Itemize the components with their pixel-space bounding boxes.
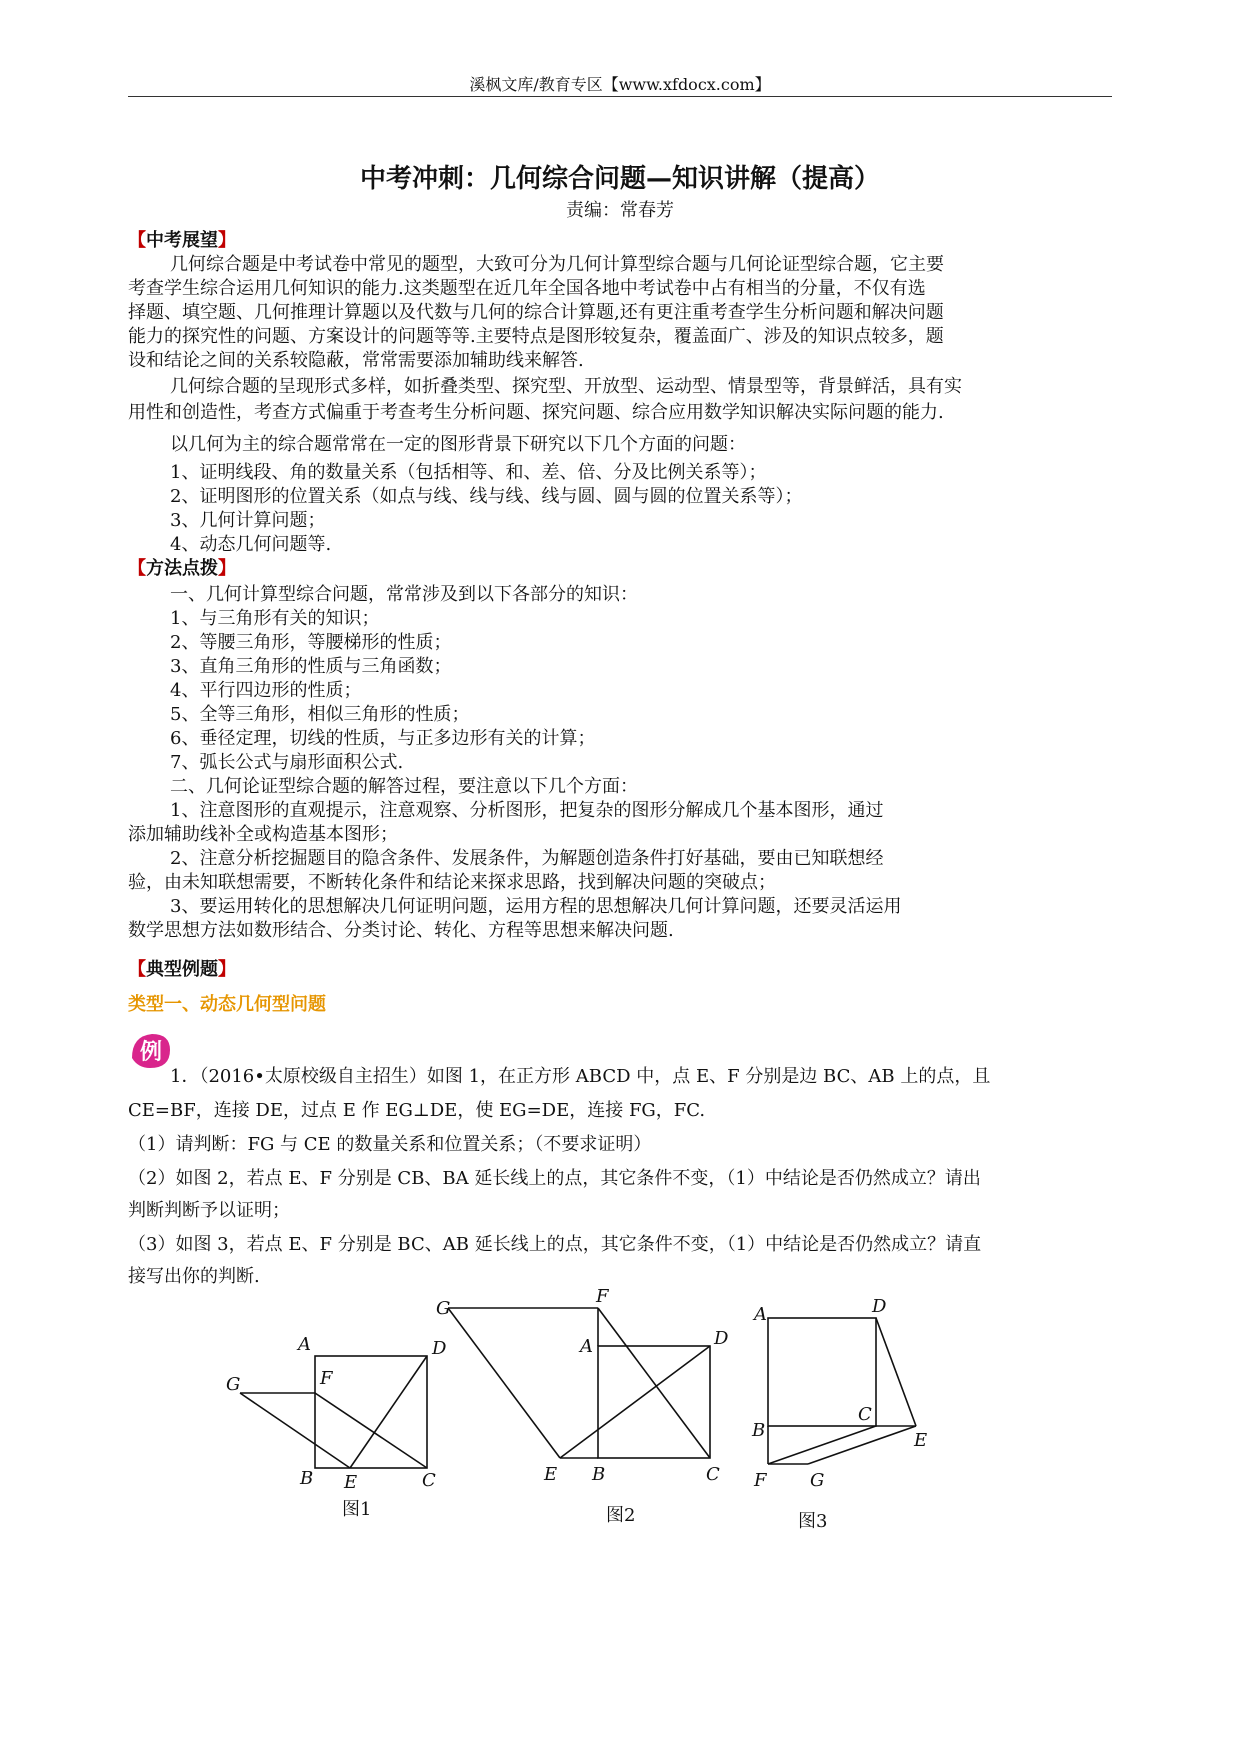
question-line: CE=BF，连接 DE，过点 E 作 EG⊥DE，使 EG=DE，连接 FG，FC. <box>128 1100 706 1121</box>
fig1-label-g: G <box>226 1374 241 1395</box>
methods-line: 5、全等三角形，相似三角形的性质； <box>170 704 470 725</box>
fig3-label-f: F <box>754 1470 767 1491</box>
methods-line: 4、平行四边形的性质； <box>170 680 362 701</box>
question-line: （1）请判断：FG 与 CE 的数量关系和位置关系；（不要求证明） <box>128 1134 652 1155</box>
methods-line: 6、垂径定理，切线的性质，与正多边形有关的计算； <box>170 728 596 749</box>
fig1-label-b: B <box>300 1468 314 1489</box>
section-heading-examples: 【典型例题】 <box>128 959 236 980</box>
fig2-label-b: B <box>592 1464 606 1485</box>
doc-title: 中考冲刺：几何综合问题—知识讲解（提高） <box>359 164 880 194</box>
example-badge-label: 例 <box>139 1039 163 1065</box>
fig3-label-d: D <box>872 1296 887 1317</box>
fig1-label-d: D <box>432 1338 447 1359</box>
methods-line: 一、几何计算型综合问题，常常涉及到以下各部分的知识： <box>170 584 638 605</box>
question-line: （3）如图 3，若点 E、F 分别是 BC、AB 延长线上的点，其它条件不变，（1）中结论是否仍然成立？请直 <box>128 1234 982 1255</box>
outlook-line: 4、动态几何问题等. <box>170 534 332 555</box>
methods-line: 3、直角三角形的性质与三角函数； <box>170 656 452 677</box>
outlook-line: 设和结论之间的关系较隐蔽，常常需要添加辅助线来解答. <box>128 350 584 371</box>
fig1-label-a: A <box>298 1334 311 1355</box>
question-line: 判断判断予以证明； <box>128 1200 290 1221</box>
outlook-line: 能力的探究性的问题、方案设计的问题等等.主要特点是图形较复杂，覆盖面广、涉及的知识点较多，题 <box>128 326 944 347</box>
methods-line: 数学思想方法如数形结合、分类讨论、转化、方程等思想来解决问题. <box>128 920 674 941</box>
methods-line: 2、等腰三角形，等腰梯形的性质； <box>170 632 452 653</box>
fig2-label-g: G <box>436 1298 451 1319</box>
methods-line: 1、与三角形有关的知识； <box>170 608 380 629</box>
outlook-line: 3、几何计算问题； <box>170 510 326 531</box>
fig2-square <box>598 1346 710 1458</box>
fig1-label-c: C <box>422 1470 436 1491</box>
fig3-label-c: C <box>858 1404 872 1425</box>
figure-2 <box>448 1308 710 1458</box>
fig2-label-c: C <box>706 1464 720 1485</box>
outlook-line: 几何综合题是中考试卷中常见的题型，大致可分为几何计算型综合题与几何论证型综合题，它主要 <box>170 254 944 275</box>
section-heading-outlook: 【中考展望】 <box>128 230 236 251</box>
fig1-label-e: E <box>344 1472 358 1493</box>
methods-line: 7、弧长公式与扇形面积公式. <box>170 752 404 773</box>
methods-line: 二、几何论证型综合题的解答过程，要注意以下几个方面： <box>170 776 638 797</box>
doc-author: 责编：常春芳 <box>566 200 674 221</box>
fig2-label-d: D <box>714 1328 729 1349</box>
methods-line: 验，由未知联想需要，不断转化条件和结论来探求思路，找到解决问题的突破点； <box>128 872 776 893</box>
figure-3 <box>768 1318 916 1464</box>
fig3-label-a: A <box>754 1304 767 1325</box>
fig1-segment-ed <box>350 1356 427 1468</box>
outlook-line: 择题、填空题、几何推理计算题以及代数与几何的综合计算题,还有更注重考查学生分析问题和解决问题 <box>128 302 944 323</box>
page-header: 溪枫文库/教育专区【www.xfdocx.com】 <box>469 75 771 94</box>
fig1-caption: 图1 <box>342 1499 372 1520</box>
methods-line: 添加辅助线补全或构造基本图形； <box>128 824 398 845</box>
question-line: （2）如图 2，若点 E、F 分别是 CB、BA 延长线上的点，其它条件不变，（1）中结论是否仍然成立？请出 <box>128 1168 981 1189</box>
type-heading: 类型一、动态几何型问题 <box>128 994 326 1015</box>
outlook-line: 1、证明线段、角的数量关系（包括相等、和、差、倍、分及比例关系等）； <box>170 462 767 483</box>
methods-line: 3、要运用转化的思想解决几何证明问题，运用方程的思想解决几何计算问题，还要灵活运用 <box>170 896 902 917</box>
fig3-caption: 图3 <box>798 1511 828 1532</box>
fig2-segment-fc <box>598 1308 710 1458</box>
outlook-line: 2、证明图形的位置关系（如点与线、线与线、线与圆、圆与圆的位置关系等）； <box>170 486 803 507</box>
fig2-label-e: E <box>544 1464 558 1485</box>
question-line: 1．（2016•太原校级自主招生）如图 1，在正方形 ABCD 中，点 E、F 分别是边 BC、AB 上的点，且 <box>170 1066 991 1087</box>
fig3-label-e: E <box>914 1430 928 1451</box>
fig3-segment-de <box>876 1318 916 1426</box>
figure-1 <box>240 1356 427 1468</box>
methods-line: 1、注意图形的直观提示，注意观察、分析图形，把复杂的图形分解成几个基本图形，通过 <box>170 800 884 821</box>
question-line: 接写出你的判断. <box>128 1266 260 1287</box>
outlook-line: 用性和创造性，考查方式偏重于考查考生分析问题、探究问题、综合应用数学知识解决实际问题的能力. <box>128 402 944 423</box>
fig3-label-g: G <box>810 1470 825 1491</box>
section-heading-methods: 【方法点拨】 <box>128 558 236 579</box>
fig2-segment-ge <box>448 1308 560 1458</box>
outlook-line: 以几何为主的综合题常常在一定的图形背景下研究以下几个方面的问题： <box>170 434 746 455</box>
fig2-segment-ed <box>560 1346 710 1458</box>
fig2-label-a: A <box>580 1336 593 1357</box>
outlook-line: 考查学生综合运用几何知识的能力.这类题型在近几年全国各地中考试卷中占有相当的分量，不仅有选 <box>128 278 926 299</box>
outlook-line: 几何综合题的呈现形式多样，如折叠类型、探究型、开放型、运动型、情景型等，背景鲜活，具有实 <box>170 376 962 397</box>
methods-line: 2、注意分析挖掘题目的隐含条件、发展条件，为解题创造条件打好基础，要由已知联想经 <box>170 848 884 869</box>
fig2-caption: 图2 <box>606 1505 636 1526</box>
fig3-label-b: B <box>752 1420 766 1441</box>
fig1-segment-ge <box>240 1393 350 1468</box>
fig1-segment-fc <box>315 1393 427 1468</box>
fig1-label-f: F <box>320 1368 333 1389</box>
fig2-label-f: F <box>596 1286 609 1307</box>
